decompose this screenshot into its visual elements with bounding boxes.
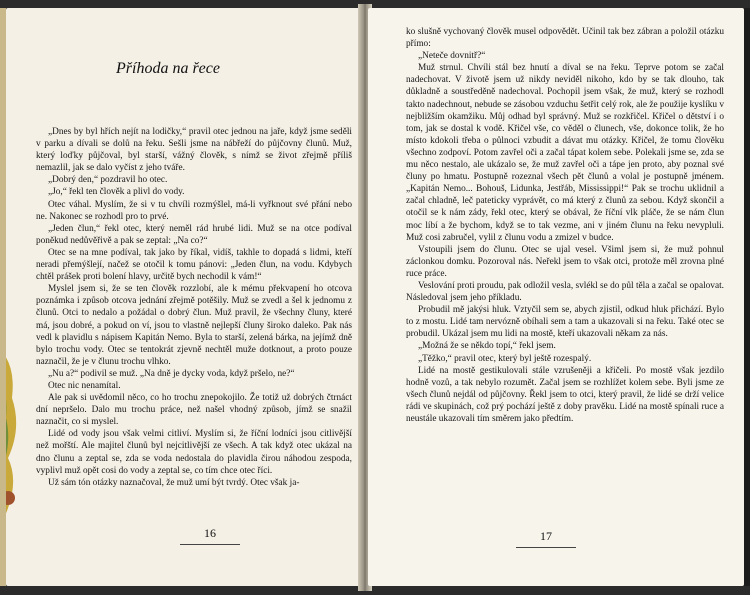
illustration-fragment (6, 308, 32, 528)
paragraph: Otec váhal. Myslím, že si v tu chvíli rozmýšlel, má-li vyřknout své přání nebo ne. Nakonec se rozhodl pro to prvé. (36, 199, 352, 222)
paragraph: Myslel jsem si, že se ten člověk rozzlobí, ale k mému překvapení ho otcova poznámka i způsob otcova jednání zřejmě potěšily. Muž se zvedl a šel k jednomu z člunů. Otci to nedalo a požádal o dobrý člun. Muž pravil, že všechny čluny, které má, jsou dobré, a pokud on ví, jsou to vlastně nejlepší čluny široko daleko. Pak nás vedl k plavidlu s nápisem Kapitán Nemo. Byla to starší, zelená bárka, na jejímž dně bylo trochu vody. Otec se tentokrát zjevně nechtěl muže dotknout, a proto pouze naznačil, že je v člunu trochu vlhko. (36, 284, 352, 367)
paragraph: „Možná že se někdo topí,“ řekl jsem. (418, 341, 556, 352)
folio-rule-left (180, 544, 240, 545)
paragraph: „Jeden člun,“ řekl otec, který neměl rád hrubé lidi. Muž se na otce podíval poněkud nedůvěřivě a pak se zeptal: „Na co?“ (36, 223, 352, 246)
paragraph: „Nu a?“ podivil se muž. „Na dně je dycky voda, když pršelo, ne?“ (48, 368, 295, 379)
page-number-right: 17 (540, 529, 552, 543)
paragraph: „Těžko,“ pravil otec, který byl ještě rozespalý. (418, 353, 592, 364)
chapter-title: Příhoda na řece (116, 60, 220, 77)
paragraph: Otec nic nenamítal. (48, 380, 121, 391)
paragraph: Vstoupili jsem do člunu. Otec se ujal vesel. Všiml jsem si, že muž pohnul záclonkou domku. Pozoroval nás. Neřekl jsem to však otci, protože měl zrovna plné ruce práce. (406, 244, 724, 279)
paragraph: „Dnes by byl hřích nejít na lodičky,“ pravil otec jednou na jaře, když jsme seděli v parku a dívali se dolů na řeku. Sešli jsme na nábřeží do půjčovny člunů. Muž, který loďky půjčoval, byl starší, vážný člověk, s nímž se život zřejmě příliš nemazlil, jak se dalo vyčíst z jeho tváře. (36, 127, 352, 174)
paragraph: Otec se na mne podíval, tak jako by říkal, vidíš, takhle to dopadá s lidmi, kteří neradi přemýšlejí, načež se otočil k tomu pánovi: „Jeden člun, na vodu. Kdybych chtěl prášek proti bolení hlavy, určitě bych nechodil k vám!“ (36, 247, 352, 283)
paragraph: Veslování proti proudu, pak odložil vesla, svlékl se do půl těla a začal se opalovat. Následoval jsem jeho příkladu. (406, 280, 724, 304)
paragraph: Lidé na mostě gestikulovali stále vzrušeněji a křičeli. Po mostě však jezdilo hodně vozů, a tak nebylo rozumět. Začal jsem se rozhlížet kolem sebe. Byli jsme ze všech člunů nejdál od půjčovny. Řekl jsem to otci, který pravil, že lidé se drží velice rádi ve skupinách, což prý pochází ještě z doby pravěku. Lidé na mostě spínali ruce a neustále ukazovali tím směrem jako předtím. (406, 365, 724, 424)
book-edge-right (744, 8, 750, 586)
left-page (6, 8, 361, 586)
paragraph: Ale pak si uvědomil něco, co ho trochu znepokojilo. Že totiž už dobrých čtrnáct dní nepršelo. Dalo mu trochu práce, než našel vhodný způsob, jímž se snažil naznačit, co si myslel. (36, 393, 352, 428)
paragraph: Už sám tón otázky naznačoval, že muž umí být tvrdý. Otec však ja- (48, 477, 300, 488)
paragraph: Muž strnul. Chvíli stál bez hnutí a díval se na řeku. Teprve potom se začal nadechovat. V životě jsem už nikdy neviděl nikoho, kdo by se tak dlouho, tak důkladně a soustředěně nadechoval. Pochopil jsem však, že muž, který se rozhodl takto nadechnout, nebude se zásobou vzduchu šetřit celý rok, ale že použije kyslíku v nejbližším okamžiku. Můj odhad byl správný. Muž se rozkřičel. Křičel o dětství i o tom, jak se dostal k vodě. Křičel vše, co věděl o člunech, vše, dokonce tolik, že ho místo kdokoli třeba o půlnoci vzbudit a dávat mu otázky. Křičel, že tomu člověku všechno zodpoví. Potom zavřel oči a začal tápat kolem sebe. Polekali jsme se, zda se mu něco nestalo, ale ukázalo se, že muž zavřel oči a tápe jen proto, aby poznal své čluny po hmatu. Postupně rozeznal všech pět člunů a volal je postupně jménem. „Kapitán Nemo... Bohouš, Lidunka, Jestřáb, Mississippi!“ Pak se trochu uklidnil a začal chladně, leč pateticky vyprávět, co má který z člunů za sebou. Když skončil a otočil se k nám zády, řekl otec, který se obával, že říční vlk pláče, že se nám člun moc líbí a že bychom, když se to tak vezme, ani v jiném člunu na řeku nevypluli. Muž cosi zabručel, vylil z člunu vodu a zmizel v budce. (406, 63, 724, 243)
page-number-left: 16 (204, 526, 216, 540)
left-body-text (36, 126, 352, 489)
paragraph: ko slušně vychovaný člověk musel odpovědět. Učinil tak bez zábran a položil otázku přímo: (406, 27, 724, 50)
right-page (368, 8, 744, 586)
paragraph: Probudil mě jakýsi hluk. Vztyčil sem se, abych zjistil, odkud hluk přichází. Bylo to z mostu. Lidé tam nervózně obíhali sem a tam a ukazovali si na řeku. Také otec se probudil. Ukázal jsem mu lidi na mostě, kteří ukazovali někam za nás. (406, 305, 724, 340)
paragraph: „Jo,“ řekl ten člověk a plivl do vody. (48, 187, 185, 198)
paragraph: „Dobrý den,“ pozdravil ho otec. (48, 175, 168, 186)
folio-rule-right (516, 547, 576, 548)
right-body-text (406, 26, 724, 425)
paragraph: „Neteče dovnitř?“ (418, 51, 486, 62)
paragraph: Lidé od vody jsou však velmi citliví. Myslím si, že říční lodníci jsou citlivější než mořští. Ale majitel člunů byl nejcitlivější ze všech. A tak když otec ukázal na dno člunu a zeptal se, zda se voda nedostala do plavidla čirou náhodou zespoda, vyplivl muž opět cosi do vody a zeptal se, co tím chce otec říci. (36, 429, 352, 476)
